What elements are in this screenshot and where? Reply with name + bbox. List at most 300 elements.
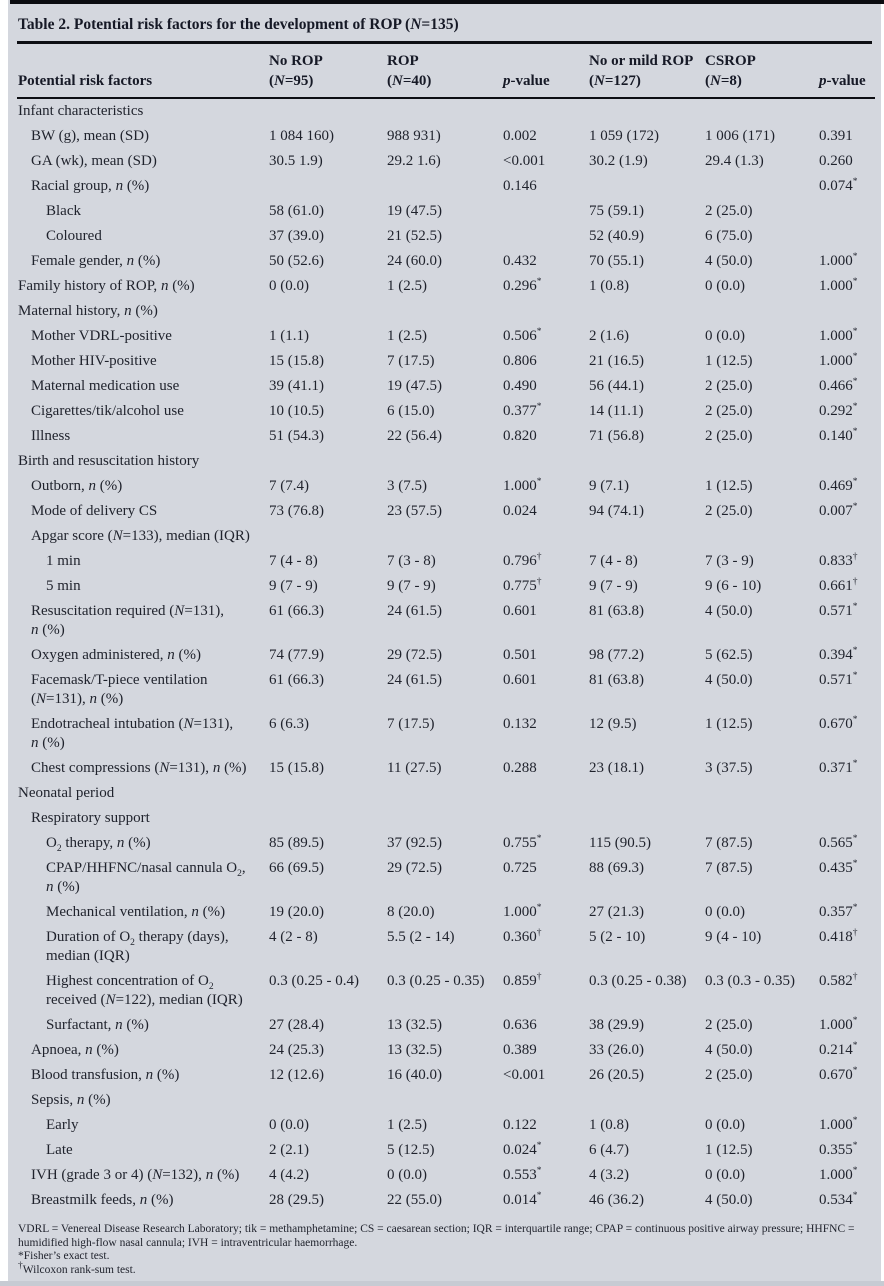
- row-value-cell: 29 (72.5): [387, 860, 442, 876]
- row-value-cell: 3 (37.5): [705, 760, 753, 776]
- table-row: [17, 374, 875, 399]
- row-label-cell: Neonatal period: [18, 785, 115, 801]
- row-label-cell: Black: [46, 203, 81, 219]
- row-value-cell: 58 (61.0): [269, 203, 324, 219]
- table-row: [17, 969, 875, 1013]
- row-value-cell: 0.3 (0.25 - 0.38): [589, 973, 687, 989]
- row-value-cell: 1 (12.5): [705, 1142, 753, 1158]
- row-value-cell: 0.3 (0.25 - 0.35): [387, 973, 485, 989]
- row-value-cell: 5 (2 - 10): [589, 929, 646, 945]
- table-row: [17, 1063, 875, 1088]
- row-value-cell: [705, 174, 819, 199]
- row-label-cell: Respiratory support: [31, 810, 150, 826]
- row-value-cell: 11 (27.5): [387, 760, 442, 776]
- row-p-value-cell: 0.469*: [819, 477, 858, 494]
- row-value-cell: 2 (25.0): [705, 1067, 753, 1083]
- row-value-cell: 4 (3.2): [589, 1167, 629, 1183]
- row-label-cell: $O_2$ therapy, n (%): [46, 835, 151, 854]
- row-label-cell: Chest compressions (N=131), n (%): [31, 760, 247, 776]
- row-value-cell: 14 (11.1): [589, 403, 644, 419]
- table-row: [17, 643, 875, 668]
- row-value-cell: [269, 98, 387, 124]
- row-p-value-cell: 0.490: [503, 378, 537, 394]
- row-value-cell: 27 (28.4): [269, 1017, 324, 1033]
- panel-content: [8, 4, 881, 1277]
- row-value-cell: 7 (3 - 9): [705, 553, 754, 569]
- row-value-cell: [589, 299, 705, 324]
- row-value-cell: 85 (89.5): [269, 835, 324, 851]
- row-value-cell: [387, 98, 503, 124]
- row-value-cell: 4 (50.0): [705, 253, 753, 269]
- table-row: [17, 224, 875, 249]
- row-value-cell: [589, 524, 705, 549]
- row-label-cell: IVH (grade 3 or 4) (N=132), n (%): [31, 1167, 240, 1183]
- row-value-cell: 7 (17.5): [387, 716, 435, 732]
- row-value-cell: 81 (63.8): [589, 672, 644, 688]
- row-value-cell: 24 (60.0): [387, 253, 442, 269]
- row-p-value-cell: 0.146: [503, 178, 537, 194]
- row-p-value-cell: 0.377*: [503, 402, 542, 419]
- table-row: [17, 1138, 875, 1163]
- row-value-cell: 24 (61.5): [387, 603, 442, 619]
- row-value-cell: 8 (20.0): [387, 904, 435, 920]
- table-row: [17, 199, 875, 224]
- row-p-value-cell: [819, 781, 875, 806]
- row-value-cell: 73 (76.8): [269, 503, 324, 519]
- row-value-cell: [705, 449, 819, 474]
- row-p-value-cell: 1.000*: [819, 1116, 858, 1133]
- row-value-cell: 24 (25.3): [269, 1042, 324, 1058]
- row-value-cell: 12 (9.5): [589, 716, 637, 732]
- row-value-cell: [387, 1088, 503, 1113]
- row-value-cell: 24 (61.5): [387, 672, 442, 688]
- row-p-value-cell: 0.670*: [819, 1066, 858, 1083]
- row-value-cell: 15 (15.8): [269, 760, 324, 776]
- row-value-cell: 2 (25.0): [705, 1017, 753, 1033]
- row-p-value-cell: 0.122: [503, 1117, 537, 1133]
- row-value-cell: 19 (47.5): [387, 378, 442, 394]
- row-p-value-cell: 0.755*: [503, 834, 542, 851]
- row-value-cell: 1 (0.8): [589, 1117, 629, 1133]
- row-value-cell: [589, 98, 705, 124]
- row-p-value-cell: 1.000*: [819, 352, 858, 369]
- row-p-value-cell: 1.000*: [503, 903, 542, 920]
- row-value-cell: 1 (2.5): [387, 278, 427, 294]
- header-csrop: CSROP (N=8): [705, 44, 819, 98]
- row-value-cell: [387, 174, 503, 199]
- row-value-cell: [269, 806, 387, 831]
- row-p-value-cell: 0.391: [819, 128, 853, 144]
- row-value-cell: 12 (12.6): [269, 1067, 324, 1083]
- row-p-value-cell: 0.435*: [819, 859, 858, 876]
- table-row: [17, 1088, 875, 1113]
- row-value-cell: 19 (47.5): [387, 203, 442, 219]
- row-value-cell: 27 (21.3): [589, 904, 644, 920]
- row-value-cell: 37 (92.5): [387, 835, 442, 851]
- row-value-cell: 7 (87.5): [705, 860, 753, 876]
- row-p-value-cell: 0.288: [503, 760, 537, 776]
- row-value-cell: 5 (12.5): [387, 1142, 435, 1158]
- row-p-value-cell: 0.796†: [503, 552, 542, 569]
- row-p-value-cell: 0.806: [503, 353, 537, 369]
- row-value-cell: 23 (18.1): [589, 760, 644, 776]
- header-no-or-mild-rop: No or mild ROP (N=127): [589, 44, 705, 98]
- row-p-value-cell: 1.000*: [503, 477, 542, 494]
- row-value-cell: 15 (15.8): [269, 353, 324, 369]
- row-p-value-cell: 0.571*: [819, 602, 858, 619]
- row-p-value-cell: 0.553*: [503, 1166, 542, 1183]
- row-p-value-cell: 0.292*: [819, 402, 858, 419]
- row-value-cell: [705, 524, 819, 549]
- row-label-cell: Sepsis, n (%): [31, 1092, 111, 1108]
- row-p-value-cell: 0.296*: [503, 277, 542, 294]
- row-value-cell: 4 (4.2): [269, 1167, 309, 1183]
- row-label-cell: Resuscitation required (N=131), n (%): [31, 603, 225, 638]
- row-value-cell: 7 (4 - 8): [589, 553, 638, 569]
- row-value-cell: 0 (0.0): [705, 1117, 745, 1133]
- row-value-cell: 1 (12.5): [705, 716, 753, 732]
- row-value-cell: [269, 299, 387, 324]
- row-value-cell: [705, 1088, 819, 1113]
- row-value-cell: 21 (52.5): [387, 228, 442, 244]
- row-value-cell: 10 (10.5): [269, 403, 324, 419]
- row-value-cell: 0 (0.0): [705, 328, 745, 344]
- row-p-value-cell: 0.214*: [819, 1041, 858, 1058]
- table-row: [17, 574, 875, 599]
- row-value-cell: 38 (29.9): [589, 1017, 644, 1033]
- row-p-value-cell: 0.833†: [819, 552, 858, 569]
- row-value-cell: 29 (72.5): [387, 647, 442, 663]
- row-label-cell: Apnoea, n (%): [31, 1042, 119, 1058]
- row-value-cell: 5 (62.5): [705, 647, 753, 663]
- table-row: [17, 349, 875, 374]
- row-p-value-cell: 0.466*: [819, 377, 858, 394]
- row-label-cell: Highest concentration of $O_2$ received (N=122), median (IQR): [46, 973, 243, 1008]
- row-value-cell: 16 (40.0): [387, 1067, 442, 1083]
- row-value-cell: 7 (3 - 8): [387, 553, 436, 569]
- row-value-cell: 71 (56.8): [589, 428, 644, 444]
- row-p-value-cell: [503, 199, 589, 224]
- row-p-value-cell: 0.432: [503, 253, 537, 269]
- row-value-cell: 4 (50.0): [705, 603, 753, 619]
- row-p-value-cell: 0.024: [503, 503, 537, 519]
- row-p-value-cell: 0.371*: [819, 759, 858, 776]
- row-value-cell: [269, 449, 387, 474]
- row-value-cell: 0.3 (0.3 - 0.35): [705, 973, 795, 989]
- row-p-value-cell: 0.389: [503, 1042, 537, 1058]
- row-value-cell: 1 (12.5): [705, 478, 753, 494]
- header-row: [17, 44, 875, 98]
- row-p-value-cell: 1.000*: [819, 327, 858, 344]
- row-value-cell: 5.5 (2 - 14): [387, 929, 455, 945]
- row-value-cell: 7 (7.4): [269, 478, 309, 494]
- row-p-value-cell: 0.132: [503, 716, 537, 732]
- row-value-cell: 2 (1.6): [589, 328, 629, 344]
- row-value-cell: 70 (55.1): [589, 253, 644, 269]
- row-value-cell: 0 (0.0): [269, 278, 309, 294]
- row-value-cell: 9 (7 - 9): [387, 578, 436, 594]
- row-value-cell: 0 (0.0): [705, 278, 745, 294]
- row-value-cell: 52 (40.9): [589, 228, 644, 244]
- row-value-cell: 61 (66.3): [269, 603, 324, 619]
- table-row: [17, 299, 875, 324]
- row-value-cell: 115 (90.5): [589, 835, 651, 851]
- row-p-value-cell: 0.360†: [503, 928, 542, 945]
- table-row: [17, 900, 875, 925]
- row-value-cell: [589, 174, 705, 199]
- row-value-cell: [705, 781, 819, 806]
- header-rop: ROP (N=40): [387, 44, 503, 98]
- row-value-cell: 9 (7.1): [589, 478, 629, 494]
- row-label-cell: Endotracheal intubation (N=131), n (%): [31, 716, 234, 751]
- row-value-cell: 9 (7 - 9): [269, 578, 318, 594]
- row-value-cell: 13 (32.5): [387, 1042, 442, 1058]
- row-p-value-cell: <0.001: [503, 153, 546, 169]
- header-p-value-1: p-value: [503, 44, 589, 98]
- row-p-value-cell: 0.357*: [819, 903, 858, 920]
- row-value-cell: [387, 449, 503, 474]
- row-p-value-cell: 0.014*: [503, 1191, 542, 1208]
- row-label-cell: Surfactant, n (%): [46, 1017, 149, 1033]
- footnotes: [17, 1213, 872, 1277]
- row-p-value-cell: 0.661†: [819, 577, 858, 594]
- table-row: [17, 756, 875, 781]
- row-value-cell: [269, 1088, 387, 1113]
- row-value-cell: 6 (6.3): [269, 716, 309, 732]
- row-p-value-cell: [503, 299, 589, 324]
- row-value-cell: 988 931): [387, 128, 441, 144]
- row-value-cell: 39 (41.1): [269, 378, 324, 394]
- table-row: [17, 149, 875, 174]
- row-p-value-cell: 0.636: [503, 1017, 537, 1033]
- row-label-cell: Birth and resuscitation history: [18, 453, 200, 469]
- row-label-cell: Female gender, n (%): [31, 253, 161, 269]
- table-row: [17, 1113, 875, 1138]
- table-row: [17, 1163, 875, 1188]
- row-label-cell: Outborn, n (%): [31, 478, 123, 494]
- row-value-cell: [705, 299, 819, 324]
- table-row: [17, 449, 875, 474]
- row-value-cell: 56 (44.1): [589, 378, 644, 394]
- table-row: [17, 324, 875, 349]
- row-p-value-cell: [819, 299, 875, 324]
- row-p-value-cell: <0.001: [503, 1067, 546, 1083]
- row-p-value-cell: 0.140*: [819, 427, 858, 444]
- row-p-value-cell: 0.565*: [819, 834, 858, 851]
- row-value-cell: [387, 524, 503, 549]
- row-label-cell: Racial group, n (%): [31, 178, 150, 194]
- row-p-value-cell: 0.725: [503, 860, 537, 876]
- row-p-value-cell: [819, 98, 875, 124]
- row-value-cell: 29.2 1.6): [387, 153, 441, 169]
- row-label-cell: Breastmilk feeds, n (%): [31, 1192, 174, 1208]
- table-row: [17, 499, 875, 524]
- row-p-value-cell: 0.394*: [819, 646, 858, 663]
- row-label-cell: GA (wk), mean (SD): [31, 153, 157, 169]
- row-value-cell: 23 (57.5): [387, 503, 442, 519]
- row-label-cell: Illness: [31, 428, 71, 444]
- table-row: [17, 781, 875, 806]
- row-value-cell: 0.3 (0.25 - 0.4): [269, 973, 359, 989]
- row-p-value-cell: [819, 449, 875, 474]
- row-label-cell: Mother HIV-positive: [31, 353, 157, 369]
- row-value-cell: 66 (69.5): [269, 860, 324, 876]
- row-value-cell: [589, 449, 705, 474]
- row-value-cell: 2 (25.0): [705, 503, 753, 519]
- table-row: [17, 274, 875, 299]
- row-label-cell: Apgar score (N=133), median (IQR): [31, 528, 250, 544]
- row-value-cell: 2 (25.0): [705, 203, 753, 219]
- row-value-cell: 7 (17.5): [387, 353, 435, 369]
- row-value-cell: [589, 806, 705, 831]
- table-title: Table 2. Potential risk factors for the development of ROP (N=135): [18, 16, 459, 33]
- row-p-value-cell: 1.000*: [819, 1016, 858, 1033]
- row-value-cell: [589, 781, 705, 806]
- row-p-value-cell: 0.024*: [503, 1141, 542, 1158]
- row-label-cell: Mechanical ventilation, n (%): [46, 904, 226, 920]
- table-body: [17, 98, 875, 1213]
- row-value-cell: 30.2 (1.9): [589, 153, 648, 169]
- row-value-cell: 7 (4 - 8): [269, 553, 318, 569]
- row-p-value-cell: 1.000*: [819, 277, 858, 294]
- table-row: [17, 524, 875, 549]
- row-p-value-cell: 0.601: [503, 672, 537, 688]
- row-label-cell: Infant characteristics: [18, 103, 144, 119]
- table-header: [17, 44, 875, 98]
- row-value-cell: 0 (0.0): [269, 1117, 309, 1133]
- row-value-cell: 9 (7 - 9): [589, 578, 638, 594]
- row-p-value-cell: [503, 806, 589, 831]
- row-value-cell: 4 (50.0): [705, 672, 753, 688]
- row-value-cell: 98 (77.2): [589, 647, 644, 663]
- row-value-cell: 1 006 (171): [705, 128, 775, 144]
- row-value-cell: 6 (4.7): [589, 1142, 629, 1158]
- row-p-value-cell: 0.260: [819, 153, 853, 169]
- row-p-value-cell: 0.074*: [819, 177, 858, 194]
- row-p-value-cell: 0.007*: [819, 502, 858, 519]
- row-label-cell: Duration of $O_2$ therapy (days), median (IQR): [46, 929, 229, 964]
- row-value-cell: 1 (2.5): [387, 1117, 427, 1133]
- row-value-cell: 2 (25.0): [705, 403, 753, 419]
- table-row: [17, 1188, 875, 1213]
- row-p-value-cell: 0.501: [503, 647, 537, 663]
- table-row: [17, 549, 875, 574]
- row-label-cell: Coloured: [46, 228, 102, 244]
- table-row: [17, 98, 875, 124]
- row-p-value-cell: 0.582†: [819, 972, 858, 989]
- row-value-cell: 0 (0.0): [705, 1167, 745, 1183]
- row-value-cell: 1 (12.5): [705, 353, 753, 369]
- risk-factors-table: [17, 44, 875, 1213]
- table-row: [17, 831, 875, 856]
- table-row: [17, 174, 875, 199]
- row-p-value-cell: [503, 98, 589, 124]
- row-p-value-cell: 0.355*: [819, 1141, 858, 1158]
- row-value-cell: 0 (0.0): [387, 1167, 427, 1183]
- row-value-cell: 30.5 1.9): [269, 153, 323, 169]
- row-value-cell: 37 (39.0): [269, 228, 324, 244]
- row-p-value-cell: 0.670*: [819, 715, 858, 732]
- header-risk-factors: Potential risk factors: [17, 44, 269, 98]
- table-row: [17, 925, 875, 969]
- table-row: [17, 249, 875, 274]
- row-p-value-cell: 0.002: [503, 128, 537, 144]
- row-value-cell: 26 (20.5): [589, 1067, 644, 1083]
- table-row: [17, 599, 875, 643]
- row-label-cell: Mode of delivery CS: [31, 503, 158, 519]
- top-border-bar: [10, 0, 884, 4]
- row-value-cell: 22 (56.4): [387, 428, 442, 444]
- row-value-cell: 50 (52.6): [269, 253, 324, 269]
- row-value-cell: [269, 524, 387, 549]
- row-value-cell: 81 (63.8): [589, 603, 644, 619]
- row-p-value-cell: [503, 781, 589, 806]
- table-row: [17, 124, 875, 149]
- header-p-value-2: p-value: [819, 44, 875, 98]
- row-p-value-cell: 1.000*: [819, 252, 858, 269]
- row-value-cell: 9 (6 - 10): [705, 578, 762, 594]
- row-p-value-cell: 0.506*: [503, 327, 542, 344]
- row-label-cell: Late: [46, 1142, 73, 1158]
- row-label-cell: Early: [46, 1117, 79, 1133]
- row-value-cell: 2 (25.0): [705, 378, 753, 394]
- row-value-cell: 3 (7.5): [387, 478, 427, 494]
- row-label-cell: Blood transfusion, n (%): [31, 1067, 180, 1083]
- row-value-cell: [387, 781, 503, 806]
- table-panel: [8, 0, 881, 1286]
- footnote-wilcoxon: †Wilcoxon rank-sum test.: [18, 1260, 136, 1276]
- row-p-value-cell: [819, 199, 875, 224]
- row-value-cell: 88 (69.3): [589, 860, 644, 876]
- row-value-cell: 22 (55.0): [387, 1192, 442, 1208]
- table-row: [17, 856, 875, 900]
- table-row: [17, 806, 875, 831]
- row-value-cell: 29.4 (1.3): [705, 153, 764, 169]
- footnote-fisher: *Fisher’s exact test.: [18, 1250, 110, 1262]
- footnote-abbreviations: VDRL = Venereal Disease Research Laboratory; tik = methamphetamine; CS = caesarean section; IQR = interquartile range; CPAP = continuous positive airway pressure; HHFNC = humidified high-flow nasal cannula; IVH = intraventricular haemorrhage.: [18, 1223, 855, 1249]
- row-value-cell: 0 (0.0): [705, 904, 745, 920]
- row-p-value-cell: 0.418†: [819, 928, 858, 945]
- row-value-cell: 4 (50.0): [705, 1192, 753, 1208]
- bottom-scan-edge: [0, 1281, 884, 1286]
- table-row: [17, 712, 875, 756]
- table-row: [17, 474, 875, 499]
- row-label-cell: Oxygen administered, n (%): [31, 647, 201, 663]
- row-value-cell: 28 (29.5): [269, 1192, 324, 1208]
- row-value-cell: 1 (0.8): [589, 278, 629, 294]
- row-p-value-cell: [819, 224, 875, 249]
- row-value-cell: [387, 299, 503, 324]
- row-value-cell: 6 (75.0): [705, 228, 753, 244]
- row-label-cell: Mother VDRL-positive: [31, 328, 172, 344]
- row-label-cell: 5 min: [46, 578, 81, 594]
- row-label-cell: Maternal history, n (%): [18, 303, 158, 319]
- row-value-cell: [269, 174, 387, 199]
- row-p-value-cell: 0.775†: [503, 577, 542, 594]
- table-row: [17, 668, 875, 712]
- row-label-cell: Cigarettes/tik/alcohol use: [31, 403, 184, 419]
- row-value-cell: 61 (66.3): [269, 672, 324, 688]
- row-label-cell: Maternal medication use: [31, 378, 180, 394]
- row-value-cell: 4 (50.0): [705, 1042, 753, 1058]
- row-label-cell: CPAP/HHFNC/nasal cannula $O_2$, n (%): [46, 860, 246, 895]
- row-value-cell: 2 (25.0): [705, 428, 753, 444]
- row-value-cell: [705, 806, 819, 831]
- row-p-value-cell: 0.820: [503, 428, 537, 444]
- row-value-cell: [705, 98, 819, 124]
- row-p-value-cell: 1.000*: [819, 1166, 858, 1183]
- row-value-cell: 51 (54.3): [269, 428, 324, 444]
